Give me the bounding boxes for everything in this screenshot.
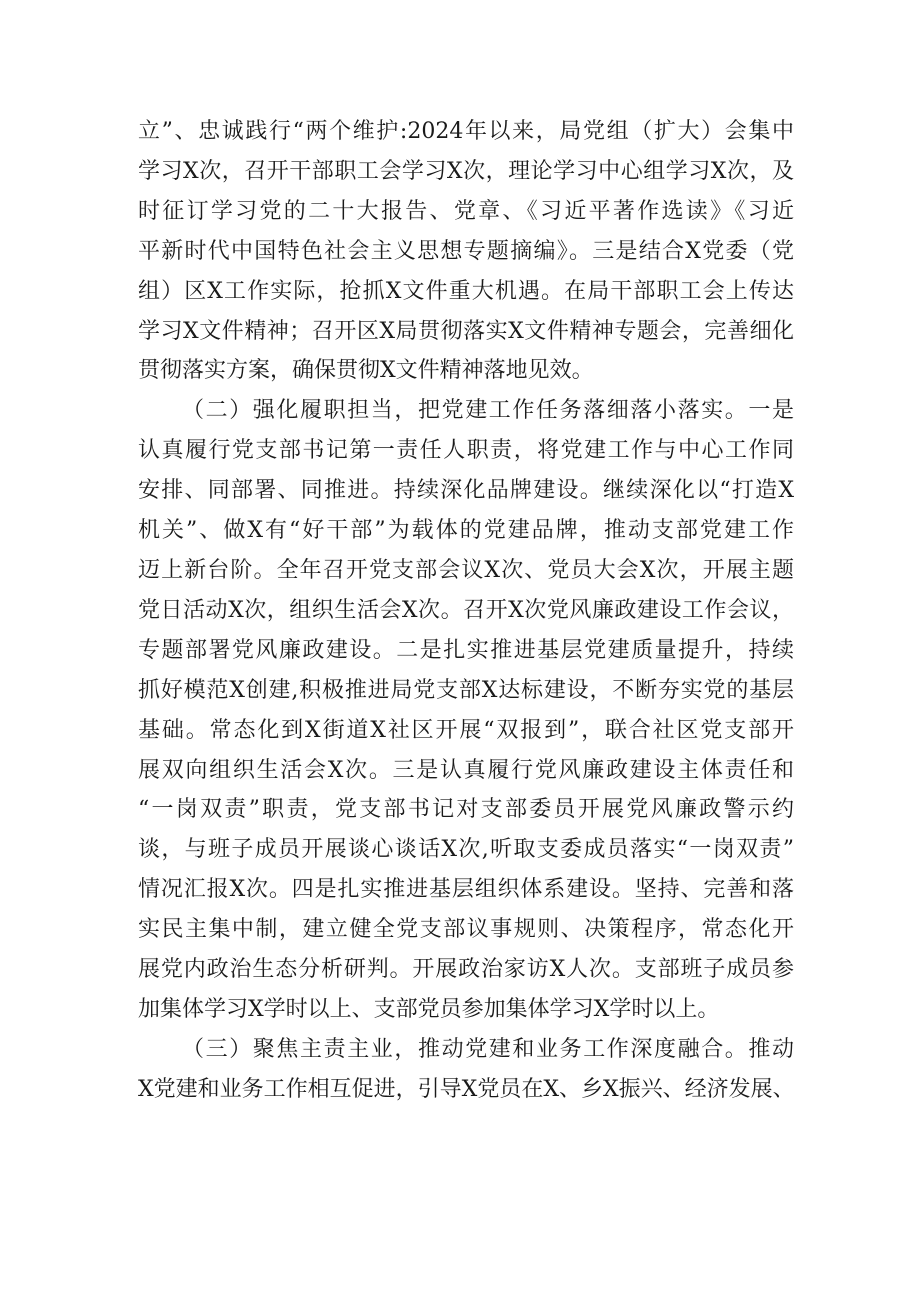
text-line: 时征订学习党的二十大报告、党章、《习近平著作选读》《习近	[138, 198, 794, 224]
text-line: 安排、同部署、同推进。持续深化品牌建设。继续深化以“打造X	[138, 478, 794, 504]
text-line: 党日活动X次，组织生活会X次。召开X次党风廉政建设工作会议，	[138, 597, 794, 623]
document-page	[138, 112, 794, 1110]
text-line: 基础。常态化到X街道X社区开展“双报到”，联合社区党支部开	[138, 717, 794, 743]
text-line: 立”、忠诚践行“两个维护:2024年以来，局党组（扩大）会集中	[138, 119, 794, 144]
paragraph-2	[138, 391, 794, 1030]
text-line: 加集体学习X学时以上、支部党员参加集体学习X学时以上。	[138, 996, 720, 1022]
text-line: 实民主集中制，建立健全党支部议事规则、决策程序，常态化开	[138, 917, 794, 943]
text-line: “一岗双责”职责，党支部书记对支部委员开展党风廉政警示约	[138, 797, 794, 823]
text-line: 机关”、做X有“好干部”为载体的党建品牌，推动支部党建工作	[138, 518, 794, 544]
text-line: X党建和业务工作相互促进，引导X党员在X、乡X振兴、经济发展、	[138, 1076, 795, 1102]
text-line: 组）区X工作实际，抢抓X文件重大机遇。在局干部职工会上传达	[138, 278, 794, 304]
text-line: 迈上新台阶。全年召开党支部会议X次、党员大会X次，开展主题	[138, 557, 794, 583]
text-line: 认真履行党支部书记第一责任人职责，将党建工作与中心工作同	[138, 438, 794, 464]
text-line: 平新时代中国特色社会主义思想专题摘编》。三是结合X党委（党	[138, 238, 794, 264]
text-line: 展党内政治生态分析研判。开展政治家访X人次。支部班子成员参	[138, 957, 794, 983]
text-line: （二）强化履职担当，把党建工作任务落细落小落实。一是	[182, 398, 794, 424]
text-line: 谈，与班子成员开展谈心谈话X次,听取支委成员落实“一岗双责”	[138, 837, 794, 863]
text-line: 情况汇报X次。四是扎实推进基层组织体系建设。坚持、完善和落	[138, 877, 794, 903]
text-line: 专题部署党风廉政建设。二是扎实推进基层党建质量提升，持续	[138, 637, 794, 663]
text-line: 学习X文件精神；召开区X局贯彻落实X文件精神专题会，完善细化	[138, 318, 794, 344]
paragraph-1	[138, 112, 794, 391]
text-line: 学习X次，召开干部职工会学习X次，理论学习中心组学习X次，及	[138, 158, 794, 184]
text-line: 贯彻落实方案，确保贯彻X文件精神落地见效。	[138, 358, 594, 384]
paragraph-3	[138, 1030, 794, 1110]
text-line: 展双向组织生活会X次。三是认真履行党风廉政建设主体责任和	[138, 757, 794, 783]
text-line: 抓好模范X创建,积极推进局党支部X达标建设，不断夯实党的基层	[138, 677, 794, 703]
text-line: （三）聚焦主责主业，推动党建和业务工作深度融合。推动	[182, 1036, 794, 1062]
